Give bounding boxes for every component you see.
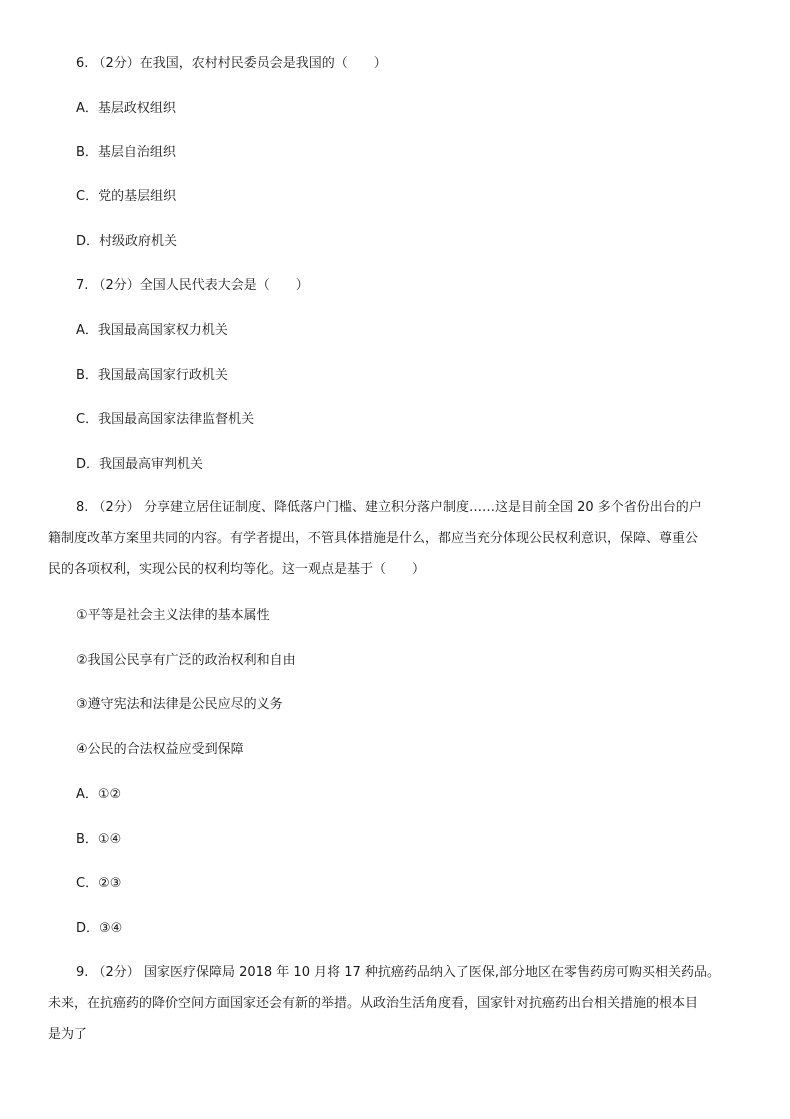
- question-8-stem-line-1: 8. （2分） 分享建立居住证制度、降低落户门槛、建立积分落户制度……这是目前全国 20 多个省份出台的户: [76, 500, 702, 515]
- question-9-stem-line-3: 是为了: [48, 1027, 88, 1042]
- question-8-option-d: D．③④: [76, 921, 123, 936]
- question-8-stem-line-2: 籍制度改革方案里共同的内容。有学者提出，不管具体措施是什么，都应当充分体现公民权利意识，保障、尊重公: [48, 531, 699, 546]
- question-8-statement-4: ④公民的合法权益应受到保障: [76, 742, 244, 757]
- question-8-option-c: C．②③: [76, 876, 122, 891]
- question-6-option-d: D．村级政府机关: [76, 234, 178, 249]
- question-7-stem: 7. （2分）全国人民代表大会是（ ）: [76, 278, 309, 293]
- question-7-option-a: A．我国最高国家权力机关: [76, 323, 228, 338]
- question-8-statement-3: ③遵守宪法和法律是公民应尽的义务: [76, 697, 283, 712]
- question-6-option-a: A．基层政权组织: [76, 101, 176, 116]
- question-6-option-c: C．党的基层组织: [76, 189, 177, 204]
- question-7-option-c: C．我国最高国家法律监督机关: [76, 412, 255, 427]
- question-6-stem: 6. （2分）在我国，农村村民委员会是我国的（ ）: [76, 56, 387, 71]
- question-8-option-a: A．①②: [76, 787, 122, 802]
- question-7-option-d: D．我国最高审判机关: [76, 457, 204, 472]
- question-8-stem-line-3: 民的各项权利，实现公民的权利均等化。这一观点是基于（ ）: [48, 562, 426, 577]
- question-8-option-b: B．①④: [76, 832, 122, 847]
- question-6-option-b: B．基层自治组织: [76, 145, 176, 160]
- question-9-stem-line-2: 未来，在抗癌药的降价空间方面国家还会有新的举措。从政治生活角度看，国家针对抗癌药出台相关措施的根本目: [48, 996, 699, 1011]
- question-8-statement-2: ②我国公民享有广泛的政治权利和自由: [76, 653, 296, 668]
- question-8-statement-1: ①平等是社会主义法律的基本属性: [76, 608, 270, 623]
- question-9-stem-line-1: 9. （2分） 国家医疗保障局 2018 年 10 月将 17 种抗癌药品纳入了医保,部分地区在零售药房可购买相关药品。: [76, 965, 721, 980]
- question-7-option-b: B．我国最高国家行政机关: [76, 368, 228, 383]
